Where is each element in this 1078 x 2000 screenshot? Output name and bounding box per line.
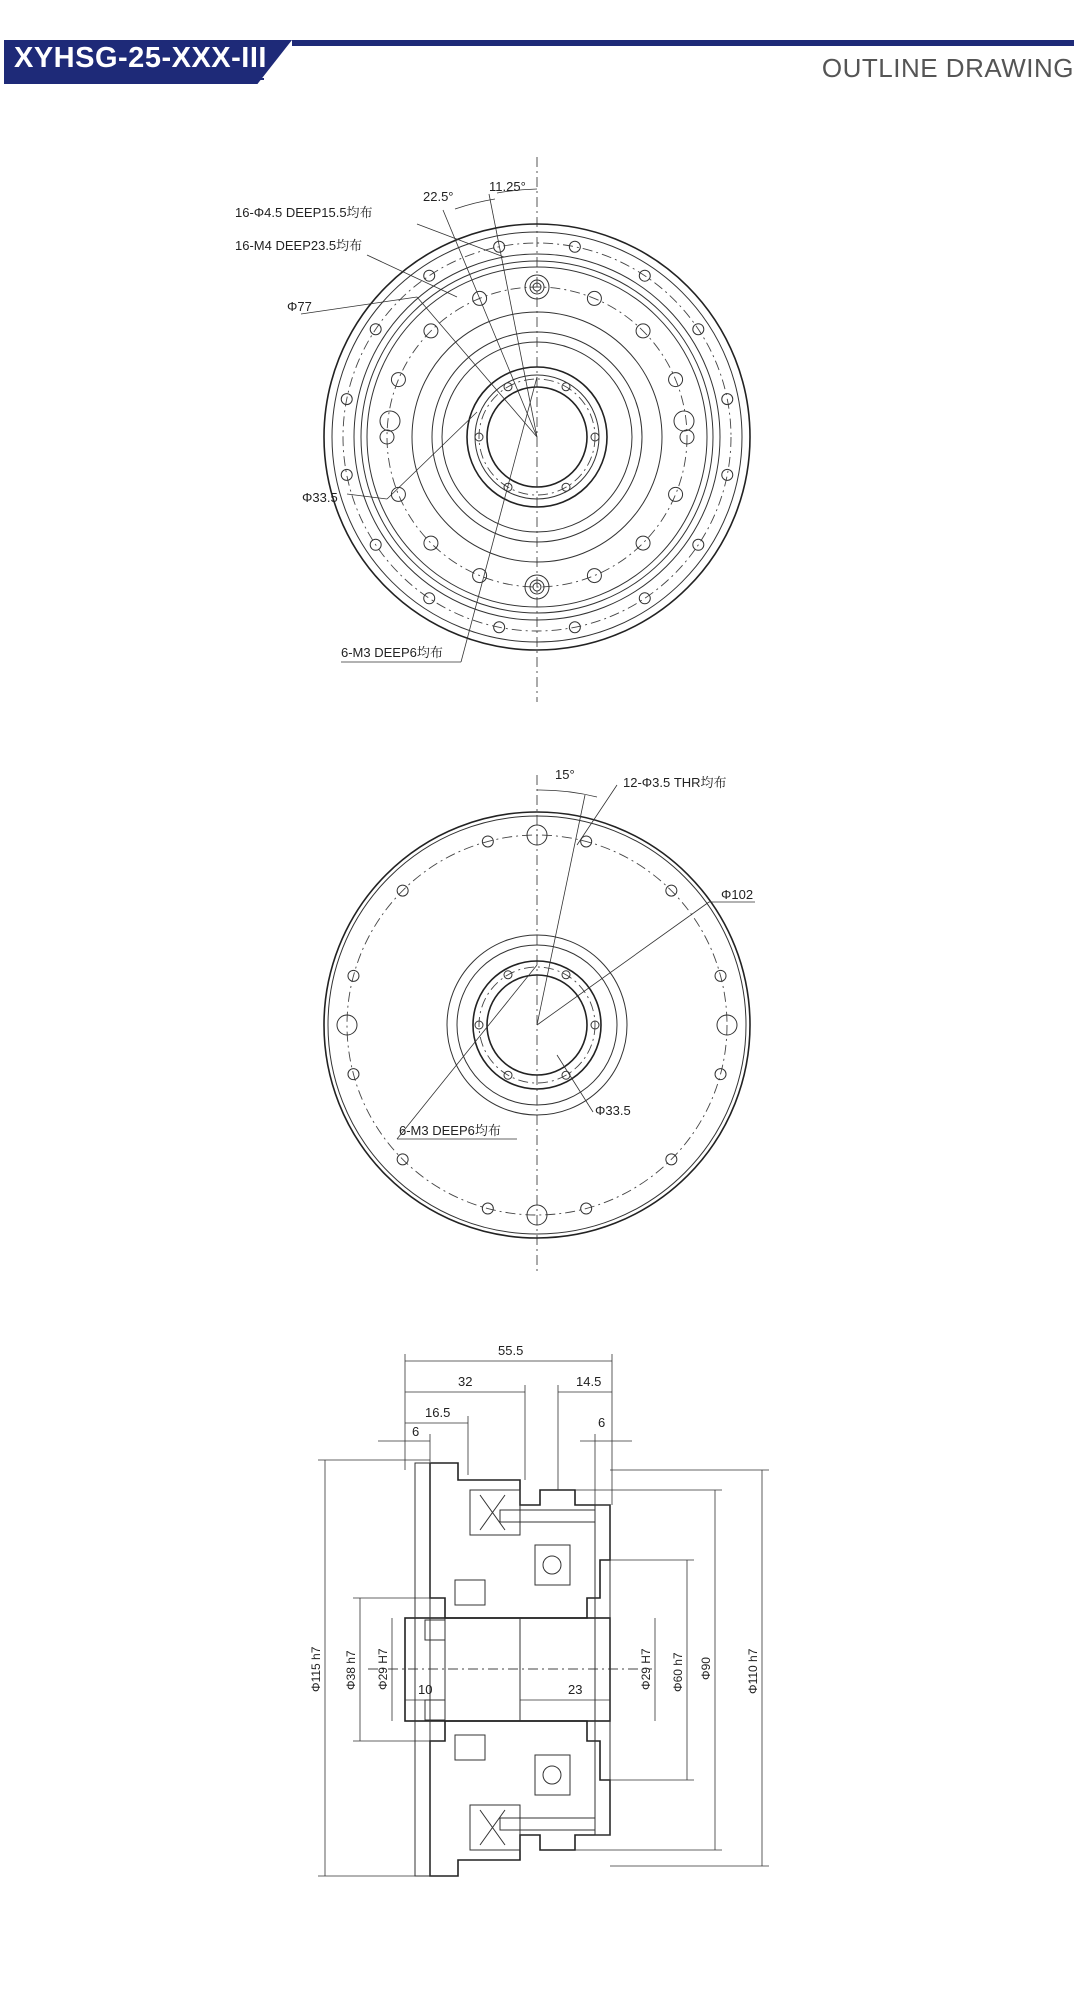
- section-right-flange: [595, 1505, 610, 1835]
- middle-view-angle: 15°: [555, 767, 575, 782]
- section-lower-ball-bearing: [535, 1755, 570, 1795]
- threaded-hole: [587, 569, 601, 583]
- dim-6-right: 6: [598, 1415, 606, 1430]
- section-lower-crossroller: [470, 1805, 520, 1850]
- section-lower-housing: [430, 1721, 610, 1876]
- dia-60: Φ60 h7: [671, 1652, 685, 1692]
- top-view-callout-holes: 16-Φ4.5 DEEP15.5均布: [235, 205, 373, 220]
- outer-hole: [722, 469, 733, 480]
- section-lower-crossroller-x: [480, 1810, 505, 1845]
- section-label: OUTLINE DRAWING: [821, 53, 1074, 83]
- top-view-angle-arc-1: [455, 199, 495, 209]
- section-lower-small-bearing: [455, 1735, 485, 1760]
- top-view-pcd-outer-label: Φ77: [287, 299, 312, 314]
- threaded-hole: [636, 536, 650, 550]
- dim-16-5: 16.5: [425, 1405, 451, 1420]
- dia-90: Φ90: [699, 1657, 713, 1680]
- dim-6-left: 6: [412, 1424, 420, 1439]
- top-view-angle-ray-2: [489, 194, 537, 437]
- threaded-hole: [424, 536, 438, 550]
- top-view-angle-a: 22.5°: [423, 189, 454, 204]
- top-view-callout-threads: 16-M4 DEEP23.5均布: [235, 238, 363, 253]
- top-view-side-hole-left: [380, 411, 400, 431]
- section-lower-left-plug: [425, 1700, 445, 1720]
- dia-110: Φ110 h7: [746, 1648, 760, 1694]
- top-view-angle-ray-1: [443, 210, 537, 437]
- dia-38: Φ38 h7: [344, 1650, 358, 1690]
- section-upper-small-bearing: [455, 1580, 485, 1605]
- outer-hole: [424, 270, 435, 281]
- section-shaft: [405, 1618, 610, 1721]
- middle-view-angle-ray: [537, 795, 585, 1025]
- section-left-flange: [415, 1463, 433, 1876]
- section-upper-bolt: [500, 1510, 595, 1522]
- top-view-pcd-inner-label: Φ33.5: [302, 490, 338, 505]
- outer-hole: [424, 593, 435, 604]
- section-view: [309, 1343, 769, 1876]
- section-lower-ball: [543, 1766, 561, 1784]
- top-view-pcd-leader: [417, 297, 537, 437]
- dim-14-5: 14.5: [576, 1374, 602, 1389]
- outer-hole: [569, 241, 580, 252]
- threaded-hole: [391, 487, 405, 501]
- threaded-hole: [669, 487, 683, 501]
- outer-hole: [341, 469, 352, 480]
- middle-view-callout-thru: 12-Φ3.5 THR均布: [623, 775, 727, 790]
- top-view-side-hole-right: [674, 411, 694, 431]
- top-view: [235, 157, 750, 702]
- model-title: XYHSG-25-XXX-III: [14, 42, 267, 74]
- middle-view-pcd-leader: [537, 902, 709, 1025]
- middle-view: [324, 767, 755, 1273]
- dia-29-left: Φ29 H7: [376, 1648, 390, 1690]
- top-view-callout-leader-2: [367, 255, 457, 297]
- middle-view-angle-arc: [537, 790, 597, 797]
- top-view-angle-b: 11.25°: [489, 179, 526, 194]
- section-lower-bolt: [500, 1818, 595, 1830]
- dim-55-5: 55.5: [498, 1343, 524, 1358]
- top-view-pcd-leader-ext: [301, 297, 417, 314]
- section-upper-left-plug: [425, 1620, 445, 1640]
- dim-10: 10: [418, 1682, 433, 1697]
- top-view-inner-pcd-leader: [387, 412, 477, 499]
- dia-115: Φ115 h7: [309, 1646, 323, 1692]
- section-upper-crossroller-x: [480, 1495, 505, 1530]
- dia-29-right: Φ29 H7: [639, 1648, 653, 1690]
- top-view-callout-m3: 6-M3 DEEP6均布: [341, 645, 443, 660]
- middle-view-pcd-inner-label: Φ33.5: [595, 1103, 631, 1118]
- section-upper-ball: [543, 1556, 561, 1574]
- middle-view-callout-m3: 6-M3 DEEP6均布: [399, 1123, 501, 1138]
- section-upper-crossroller: [470, 1490, 520, 1535]
- section-upper-ball-bearing: [535, 1545, 570, 1585]
- dim-32: 32: [458, 1374, 473, 1389]
- dim-23: 23: [568, 1682, 583, 1697]
- section-upper-housing: [430, 1463, 610, 1618]
- outer-hole: [639, 593, 650, 604]
- middle-view-pcd-outer-label: Φ102: [721, 887, 754, 902]
